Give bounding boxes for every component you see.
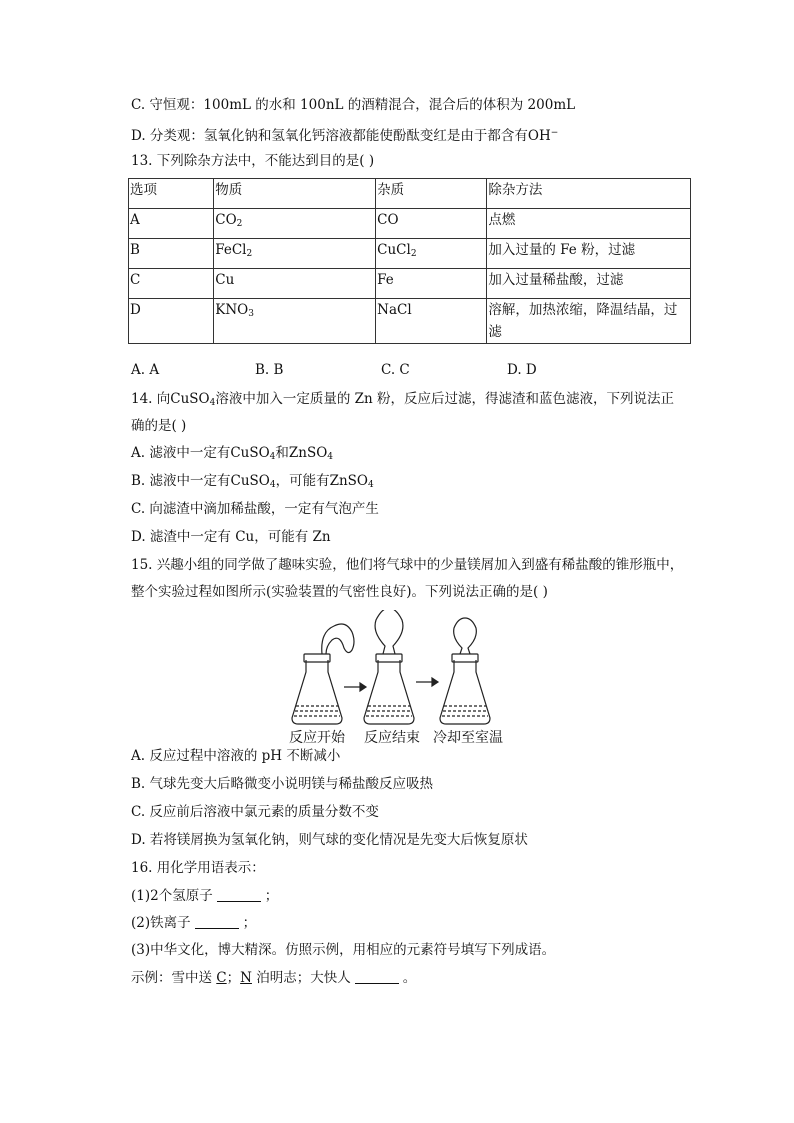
example-text: ； [226, 970, 241, 986]
table-cell-method: 溶解，加热浓缩，降温结晶，过滤 [487, 299, 691, 344]
table-cell-option: C [129, 269, 214, 299]
table-cell-method: 点燃 [487, 209, 691, 239]
answer-blank[interactable] [195, 914, 239, 929]
formula-main: CuCl [377, 242, 411, 258]
table-cell-substance [214, 239, 376, 269]
q14-stem-part: 溶液中加入一定质量的 Zn 粉，反应后过滤，得滤渣和蓝色滤液，下列说法正 [215, 391, 674, 407]
formula-subscript: 4 [367, 480, 374, 490]
example-text: 示例：雪中送 [131, 970, 217, 986]
q15-stem-line1: 15. 兴趣小组的同学做了趣味实验，他们将气球中的少量镁屑加入到盛有稀盐酸的锥形瓶中， [131, 557, 684, 573]
formula-subscript: 4 [269, 480, 276, 490]
part-text: (2)铁离子 [131, 915, 191, 931]
formula-main: CO [377, 212, 399, 228]
table-cell-method: 加入过量的 Fe 粉，过滤 [487, 239, 691, 269]
example-answer: N [240, 970, 252, 986]
q15-option-b: B. 气球先变大后略微变小说明镁与稀盐酸反应吸热 [131, 776, 434, 792]
table-cell-impurity [376, 209, 487, 239]
q14-stem-line2: 确的是( ) [131, 418, 187, 434]
table-cell-option: A [129, 209, 214, 239]
q14-option-a [131, 443, 333, 467]
answer-blank[interactable] [355, 969, 399, 984]
answer-blank[interactable] [217, 887, 261, 902]
table-cell-method: 加入过量稀盐酸，过滤 [487, 269, 691, 299]
example-text: 。 [402, 970, 417, 986]
table-cell-impurity [376, 299, 487, 344]
q13-table [128, 178, 691, 344]
table-cell-impurity [376, 239, 487, 269]
formula-main: Cu [215, 272, 235, 288]
caption-cooled: 冷却至室温 [433, 730, 503, 746]
q15-option-d: D. 若将镁屑换为氢氧化钠，则气球的变化情况是先变大后恢复原状 [131, 832, 528, 848]
q12-option-d-text: D. 分类观：氢氧化钠和氢氧化钙溶液都能使酚酞变红是由于都含有OH [131, 128, 551, 144]
q14-option-c: C. 向滤渣中滴加稀盐酸，一定有气泡产生 [131, 501, 379, 517]
q15-option-a: A. 反应过程中溶液的 pH 不断减小 [131, 748, 341, 764]
example-answer: C [216, 970, 227, 986]
caption-reaction-end: 反应结束 [364, 730, 420, 746]
q16-example [131, 968, 416, 988]
flask-cooled-icon [440, 618, 490, 724]
q14-stem-part: 14. 向CuSO [131, 391, 210, 407]
example-text: 泊明志；大快人 [251, 970, 351, 986]
q12-option-d-superscript: − [550, 128, 559, 138]
flask-end-icon [364, 610, 414, 724]
experiment-figure [286, 610, 516, 745]
q16-stem: 16. 用化学用语表示： [131, 860, 265, 876]
table-row [129, 269, 691, 299]
formula-subscript: 3 [248, 309, 254, 319]
q13-option-a: A. A [131, 362, 160, 378]
formula-main: NaCl [377, 302, 412, 318]
formula-subscript: 2 [246, 249, 253, 259]
q15-option-c: C. 反应前后溶液中氯元素的质量分数不变 [131, 804, 379, 820]
formula-subscript: 4 [327, 452, 334, 462]
table-header-cell: 除杂方法 [487, 179, 691, 209]
formula-subscript: 2 [236, 219, 243, 229]
q16-part1 [131, 886, 278, 906]
table-header-cell: 选项 [129, 179, 214, 209]
formula-main: Fe [377, 272, 394, 288]
formula-main: FeCl [215, 242, 247, 258]
table-header-cell: 物质 [214, 179, 376, 209]
formula-main: CO [215, 212, 237, 228]
q12-option-c: C. 守恒观：100mL 的水和 100nL 的酒精混合，混合后的体积为 200mL [131, 97, 576, 113]
table-cell-option: B [129, 239, 214, 269]
table-header-cell: 杂质 [376, 179, 487, 209]
option-text: ，可能有ZnSO [275, 473, 368, 489]
option-text: 和ZnSO [275, 445, 328, 461]
table-cell-impurity [376, 269, 487, 299]
table-header-row [129, 179, 691, 209]
option-text: A. 滤液中一定有CuSO [131, 445, 270, 461]
flask-start-icon [292, 624, 354, 724]
table-cell-substance [214, 269, 376, 299]
q13-option-c: C. C [381, 362, 410, 378]
q14-option-b [131, 471, 374, 495]
q15-stem-line2: 整个实验过程如图所示(实验装置的气密性良好)。下列说法正确的是( ) [131, 584, 548, 600]
q13-option-b: B. B [255, 362, 284, 378]
q14-option-d: D. 滤渣中一定有 Cu，可能有 Zn [131, 529, 331, 545]
part-text: ； [264, 888, 279, 904]
q14-stem-line1 [131, 389, 674, 413]
part-text: (1)2个氢原子 [131, 888, 213, 904]
part-text: ； [242, 915, 257, 931]
formula-subscript: 2 [410, 249, 417, 259]
table-cell-option: D [129, 299, 214, 344]
table-cell-substance [214, 209, 376, 239]
option-text: B. 滤液中一定有CuSO [131, 473, 270, 489]
q12-option-d [131, 123, 558, 146]
q16-part2 [131, 913, 256, 933]
formula-subscript: 4 [269, 452, 276, 462]
arrow-right-icon [416, 678, 438, 686]
caption-reaction-start: 反应开始 [289, 730, 345, 746]
q13-option-d: D. D [507, 362, 537, 378]
q13-stem: 13. 下列除杂方法中，不能达到目的是( ) [131, 153, 375, 169]
formula-main: KNO [215, 302, 249, 318]
table-cell-substance [214, 299, 376, 344]
arrow-right-icon [344, 683, 366, 691]
q16-part3: (3)中华文化，博大精深。仿照示例，用相应的元素符号填写下列成语。 [131, 942, 556, 958]
table-row [129, 209, 691, 239]
table-row [129, 239, 691, 269]
formula-subscript: 4 [209, 398, 216, 408]
table-row [129, 299, 691, 344]
